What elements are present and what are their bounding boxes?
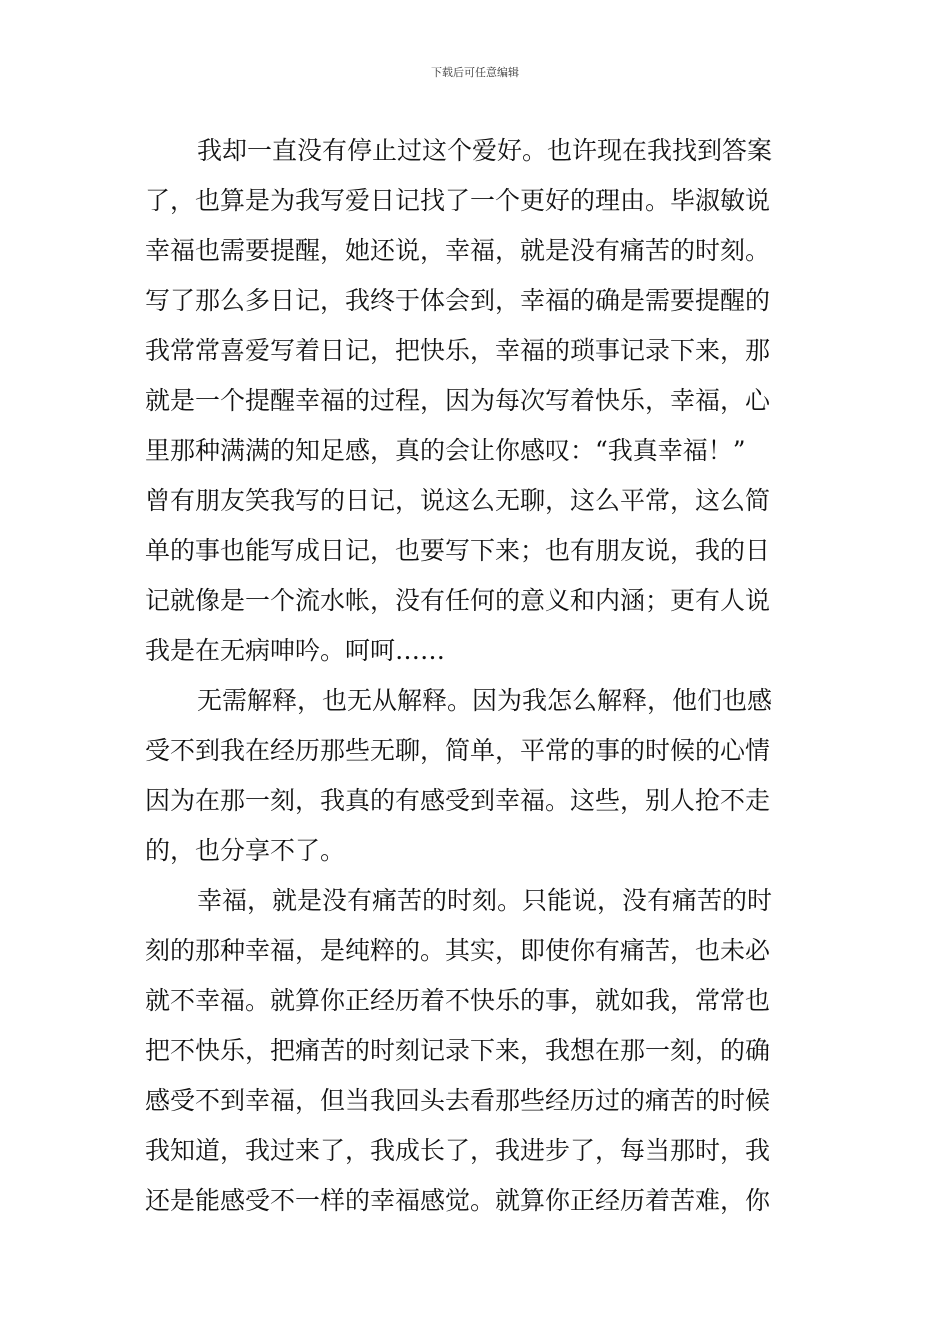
text-line: 单的事也能写成日记，也要写下来；也有朋友说，我的日 (145, 536, 771, 565)
text-line: 我知道，我过来了，我成长了，我进步了，每当那时，我 (145, 1136, 771, 1165)
text-line: 了，也算是为我写爱日记找了一个更好的理由。毕淑敏说 (145, 186, 771, 215)
text-line: 因为在那一刻，我真的有感受到幸福。这些，别人抢不走 (145, 786, 771, 815)
text-line: 我却一直没有停止过这个爱好。也许现在我找到答案 (197, 136, 773, 165)
text-line: 就是一个提醒幸福的过程，因为每次写着快乐，幸福，心 (145, 386, 771, 415)
text-line: 刻的那种幸福，是纯粹的。其实，即使你有痛苦，也未必 (145, 936, 771, 965)
text-line: 感受不到幸福，但当我回头去看那些经历过的痛苦的时候 (145, 1086, 771, 1115)
text-line: 记就像是一个流水帐，没有任何的意义和内涵；更有人说 (145, 586, 771, 615)
text-line: 曾有朋友笑我写的日记，说这么无聊，这么平常，这么简 (145, 486, 771, 515)
text-line: 里那种满满的知足感，真的会让你感叹：“我真幸福！” (145, 436, 746, 465)
text-line: 还是能感受不一样的幸福感觉。就算你正经历着苦难，你 (145, 1186, 771, 1215)
text-line: 受不到我在经历那些无聊，简单，平常的事的时候的心情 (145, 736, 771, 765)
text-line: 就不幸福。就算你正经历着不快乐的事，就如我，常常也 (145, 986, 771, 1015)
text-line: 无需解释，也无从解释。因为我怎么解释，他们也感 (197, 686, 773, 715)
page-header: 下载后可任意编辑 (431, 66, 519, 79)
document-body (145, 126, 805, 1226)
text-line: 把不快乐，把痛苦的时刻记录下来，我想在那一刻，的确 (145, 1036, 771, 1065)
text-line: 幸福，就是没有痛苦的时刻。只能说，没有痛苦的时 (197, 886, 773, 915)
text-line: 幸福也需要提醒，她还说，幸福，就是没有痛苦的时刻。 (145, 236, 771, 265)
text-line: 我是在无病呻吟。呵呵…… (145, 636, 446, 665)
text-line: 的，也分享不了。 (145, 836, 346, 865)
text-line: 我常常喜爱写着日记，把快乐，幸福的琐事记录下来，那 (145, 336, 771, 365)
text-line: 写了那么多日记，我终于体会到，幸福的确是需要提醒的 (145, 286, 771, 315)
